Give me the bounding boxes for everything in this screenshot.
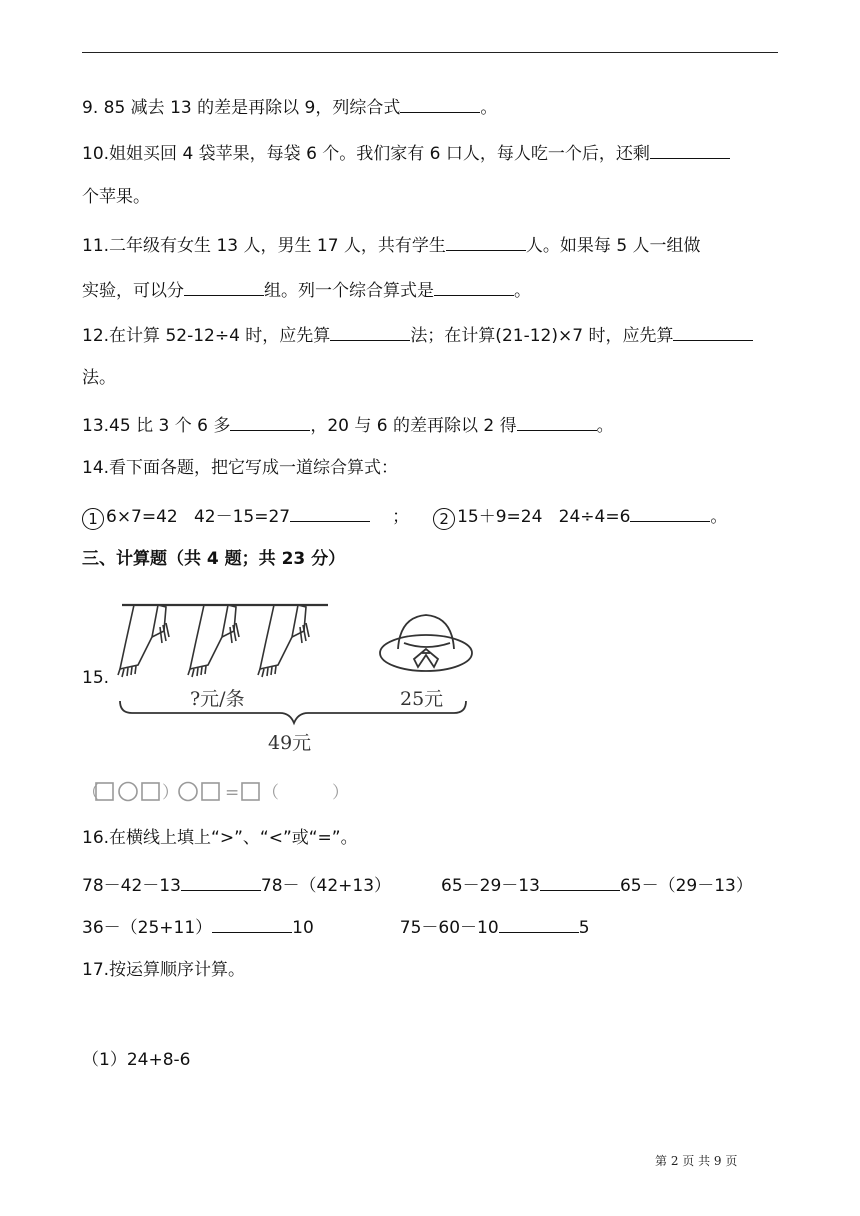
question-17-title — [82, 959, 245, 981]
unit-paren-close: ） — [332, 783, 349, 803]
scarf-icon — [188, 605, 239, 677]
header-rule — [82, 52, 778, 53]
q15-number: 15. — [82, 668, 110, 688]
q11-text-a: 11.二年级有女生 13 人，男生 17 人，共有学生 — [82, 236, 446, 256]
q10-text-2: 个苹果。 — [82, 187, 150, 207]
q16-r2b-left: 75－60－10 — [399, 918, 499, 938]
q14-item-2: 15＋9=24 24÷4=6 — [457, 507, 631, 527]
section-3-heading — [82, 548, 345, 570]
q14-blank-1[interactable] — [290, 503, 370, 522]
q11-text-d: 组。列一个综合算式是 — [264, 281, 434, 301]
operator-circle[interactable] — [119, 783, 137, 801]
q9-answer-blank[interactable] — [400, 94, 480, 113]
q16-title: 16.在横线上填上“>”、“<”或“=”。 — [82, 828, 358, 848]
q14-end: 。 — [710, 507, 728, 527]
q11-text-b: 人。如果每 5 人一组做 — [525, 236, 701, 256]
question-9 — [82, 94, 497, 119]
total-price-label: 49元 — [268, 732, 312, 754]
answer-box[interactable] — [142, 783, 159, 800]
q14-title: 14.看下面各题，把它写成一道综合算式： — [82, 458, 399, 478]
page-number-footer: 第 2 页 共 9 页 — [655, 1154, 738, 1168]
q12-text-a: 12.在计算 52-12÷4 时，应先算 — [82, 326, 331, 346]
question-10 — [82, 140, 730, 165]
scarves-hat-illustration — [108, 597, 478, 759]
q17-title: 17.按运算顺序计算。 — [82, 960, 246, 980]
q13-text-b: ，20 与 6 的差再除以 2 得 — [310, 416, 517, 436]
question-11-cont — [82, 277, 531, 302]
question-11 — [82, 232, 701, 257]
question-16-title — [82, 827, 358, 849]
hat-icon — [380, 615, 472, 671]
q11-text-e: 。 — [514, 281, 531, 301]
q13-text-c: 。 — [596, 416, 614, 436]
q14-blank-2[interactable] — [630, 503, 710, 522]
operator-circle[interactable] — [179, 783, 197, 801]
q13-blank-2[interactable] — [517, 412, 597, 431]
q9-end: 。 — [480, 98, 498, 118]
q15-figure — [108, 597, 478, 759]
question-12-cont — [82, 367, 116, 389]
question-14-title — [82, 457, 398, 479]
q11-text-c: 实验，可以分 — [82, 281, 184, 301]
q16-r1a-left: 78－42－13 — [82, 876, 181, 896]
answer-box[interactable] — [242, 783, 259, 800]
q16-r2a-left: 36－（25+11） — [82, 918, 213, 938]
q12-text-b: 法；在计算(21-12)×7 时，应先算 — [410, 326, 674, 346]
q15-equation-template — [82, 780, 362, 802]
q14-item-1: 6×7=42 42－15=27 — [106, 507, 291, 527]
question-10-cont — [82, 186, 150, 208]
q16-r1b-right: 65－（29－13） — [619, 876, 753, 896]
scarf-icon — [118, 605, 169, 677]
q9-text: 9. 85 减去 13 的差是再除以 9，列综合式 — [82, 98, 401, 118]
price-per-scarf-label: ?元/条 — [190, 688, 245, 710]
q16-r2a-right: 10 — [292, 918, 314, 938]
q12-blank-2[interactable] — [673, 322, 753, 341]
circled-number-1: 1 — [82, 508, 104, 530]
equation-boxes[interactable] — [82, 780, 362, 804]
q11-blank-groups[interactable] — [184, 277, 264, 296]
q13-text-a: 13.45 比 3 个 6 多 — [82, 416, 231, 436]
q12-text-c: 法。 — [82, 368, 116, 388]
q16-r1b-left: 65－29－13 — [441, 876, 540, 896]
q14-separator: ； — [392, 507, 410, 527]
question-17-item-1 — [82, 1049, 190, 1071]
q16-blank-3[interactable] — [212, 914, 292, 933]
q16-blank-4[interactable] — [499, 914, 579, 933]
close-paren: ） — [162, 783, 179, 803]
q10-text: 10.姐姐买回 4 袋苹果，每袋 6 个。我们家有 6 口人，每人吃一个后，还剩 — [82, 144, 650, 164]
q16-blank-1[interactable] — [181, 872, 261, 891]
q16-r1a-right: 78－（42+13） — [260, 876, 392, 896]
question-16-row-1 — [82, 872, 753, 897]
circled-number-2: 2 — [433, 508, 455, 530]
q17-item-1: （1）24+8-6 — [82, 1050, 191, 1070]
q11-blank-formula[interactable] — [434, 277, 514, 296]
question-16-row-2 — [82, 914, 590, 939]
question-13 — [82, 412, 614, 437]
q10-answer-blank[interactable] — [650, 140, 730, 159]
equals-sign: = — [225, 783, 240, 803]
q12-blank-1[interactable] — [330, 322, 410, 341]
scarf-icon — [258, 605, 309, 677]
section-3-title: 三、计算题（共 4 题；共 23 分） — [82, 549, 346, 569]
open-paren: （ — [82, 783, 99, 803]
q13-blank-1[interactable] — [230, 412, 310, 431]
q16-blank-2[interactable] — [540, 872, 620, 891]
unit-paren-open: （ — [262, 783, 279, 803]
question-14-items — [82, 503, 727, 530]
question-12 — [82, 322, 753, 347]
q16-r2b-right: 5 — [578, 918, 590, 938]
hat-price-label: 25元 — [400, 688, 444, 710]
answer-box[interactable] — [202, 783, 219, 800]
q11-blank-students[interactable] — [446, 232, 526, 251]
